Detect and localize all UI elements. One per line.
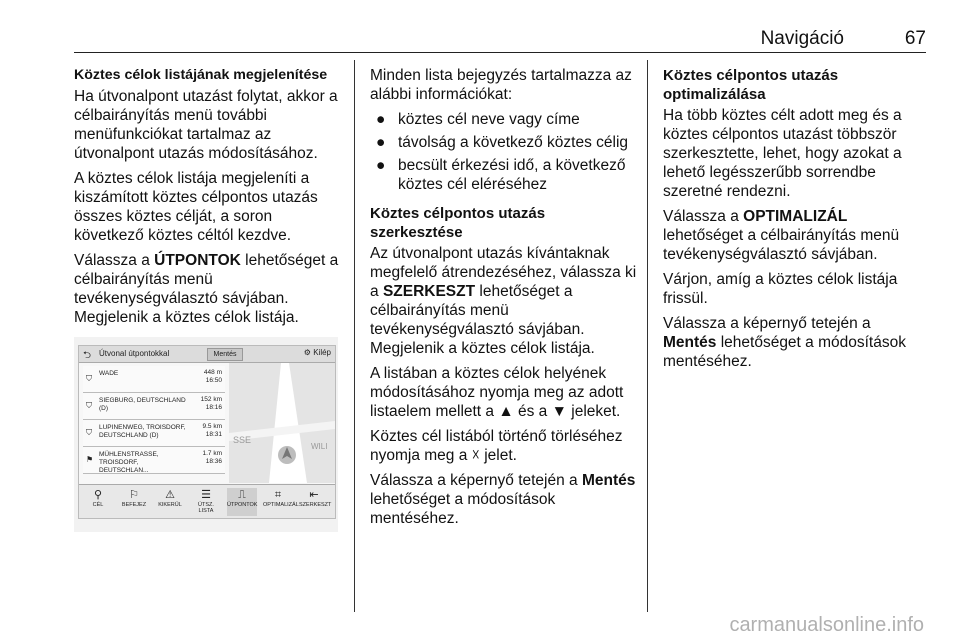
map-label: WILI xyxy=(311,442,328,451)
destination-button[interactable]: ⚲ CÉL xyxy=(83,488,113,516)
back-arrow-icon[interactable]: ⮌ xyxy=(83,350,92,361)
page-number: 67 xyxy=(904,28,926,49)
paragraph: Az útvonalpont utazás kívántaknak megfelelő átrendezéséhez, válassza ki a SZERKESZT lehetőséget a célbairányítás menü tevékenységválasztó sávjában. Megjelenik a köztes célok listája. xyxy=(370,245,637,357)
route-list-button[interactable]: ☰ ÚTSZ. LISTA xyxy=(191,488,221,516)
optimize-icon: ⌗ xyxy=(274,489,282,501)
paragraph: Várjon, amíg a köztes célok listája frissül. xyxy=(663,271,898,307)
paragraph: Minden lista bejegyzés tartalmazza az alábbi információkat: xyxy=(370,67,632,103)
list-item[interactable]: ⚑ MÜHLENSTRASSE, TROISDORF, DEUTSCHLAN... 1.7 km 18:36 xyxy=(83,447,225,474)
heading: Köztes célok listájának megjelenítése xyxy=(74,67,328,83)
paragraph: Válassza a ÚTPONTOK lehetőséget a célbairányítás menü tevékenységválasztó sávjában. Megjelenik a köztes célok listája. xyxy=(74,252,339,326)
heading: Köztes célpontos utazás szerkesztése xyxy=(370,205,546,241)
list-item: ● becsült érkezési idő, a következő köztes cél eléréséhez xyxy=(376,157,626,193)
paragraph: Válassza a OPTIMALIZÁL lehetőséget a célbairányítás menü tevékenységválasztó sávjában. xyxy=(663,208,900,263)
waypoint-icon: ⛉ xyxy=(86,374,92,383)
paragraph: A listában a köztes célok helyének módosításához nyomja meg az adott listaelem mellett a ▲ és a ▼ jeleket. xyxy=(370,365,624,420)
paragraph: Válassza a képernyő tetején a Mentés lehetőséget a módosítások mentéséhez. xyxy=(663,315,906,370)
edit-icon: ⇤ xyxy=(309,489,319,501)
header-rule xyxy=(74,52,926,53)
navigation-screen xyxy=(78,345,336,519)
avoid-icon: ⚠ xyxy=(165,489,175,501)
list-item[interactable]: ⛉ LUPINENWEG, TROISDORF, DEUTSCHLAND (D) 9.5 km 18:31 xyxy=(83,420,225,447)
list-item: ● köztes cél neve vagy címe xyxy=(376,111,580,128)
watermark: carmanualsonline.info xyxy=(729,614,924,636)
column-1 xyxy=(74,66,342,333)
list-item[interactable]: ⛉ SIEGBURG, DEUTSCHLAND (D) 152 km 18:16 xyxy=(83,393,225,420)
waypoint-icon: ⛉ xyxy=(86,428,92,437)
exit-button[interactable]: ⚙ Kilép xyxy=(303,348,331,357)
optimize-button[interactable]: ⌗ OPTIMALIZÁL xyxy=(263,489,299,508)
map-label: SSE xyxy=(233,435,252,445)
save-button[interactable]: Mentés xyxy=(207,348,243,361)
section-title: Navigáció xyxy=(760,28,844,49)
paragraph: Köztes cél listából történő törléséhez nyomja meg a ☓ jelet. xyxy=(370,428,623,464)
map-view[interactable] xyxy=(229,363,335,483)
column-divider xyxy=(647,60,648,612)
column-3 xyxy=(663,66,923,377)
search-icon: ⚲ xyxy=(93,489,103,501)
paragraph: Ha több köztes célt adott meg és a köztes célpontos utazást többször szerkesztette, lehet, hogy azokat a lehető legésszerűbb sorrendbe szeretné rendezni. xyxy=(663,107,902,200)
info-list xyxy=(370,110,638,194)
column-divider xyxy=(354,60,355,612)
waypoint-icon: ⛉ xyxy=(86,401,92,410)
list-item: ● távolság a következő köztes célig xyxy=(376,134,629,151)
waypoints-icon: ⎍ xyxy=(238,489,246,501)
avoid-button[interactable]: ⚠ KIKERÜL xyxy=(155,488,185,516)
flag-icon: ⚑ xyxy=(86,455,94,464)
paragraph: Ha útvonalpont utazást folytat, akkor a célbairányítás menü további menüfunkciókat tartalmaz az útvonalpont utazás módosításához. xyxy=(74,88,338,162)
edit-button[interactable]: ⇤ SZERKESZT xyxy=(299,489,332,508)
waypoint-list xyxy=(83,366,225,474)
waypoints-button[interactable]: ⎍ ÚTPONTOK xyxy=(227,488,257,516)
list-icon: ☰ xyxy=(201,489,211,501)
column-2 xyxy=(370,66,638,534)
page-header xyxy=(74,28,926,50)
paragraph: A köztes célok listája megjeleníti a kiszámított köztes célpontos utazás összes köztes célját, a soron következő köztes céltól kezdve. xyxy=(74,170,318,244)
activity-selector-bar xyxy=(79,484,335,519)
infotainment-screenshot xyxy=(74,337,338,532)
list-item[interactable]: ⛉ WADE 448 m 16:50 xyxy=(83,366,225,393)
screen-title: Útvonal útpontokkal xyxy=(99,349,170,358)
heading: Köztes célpontos utazás optimalizálása xyxy=(663,67,839,103)
screen-top-bar xyxy=(79,346,335,363)
paragraph: Válassza a képernyő tetején a Mentés lehetőséget a módosítások mentéséhez. xyxy=(370,472,636,527)
route-end-icon: ⚐ xyxy=(129,489,139,501)
end-route-button[interactable]: ⚐ BEFEJEZ xyxy=(119,488,149,516)
